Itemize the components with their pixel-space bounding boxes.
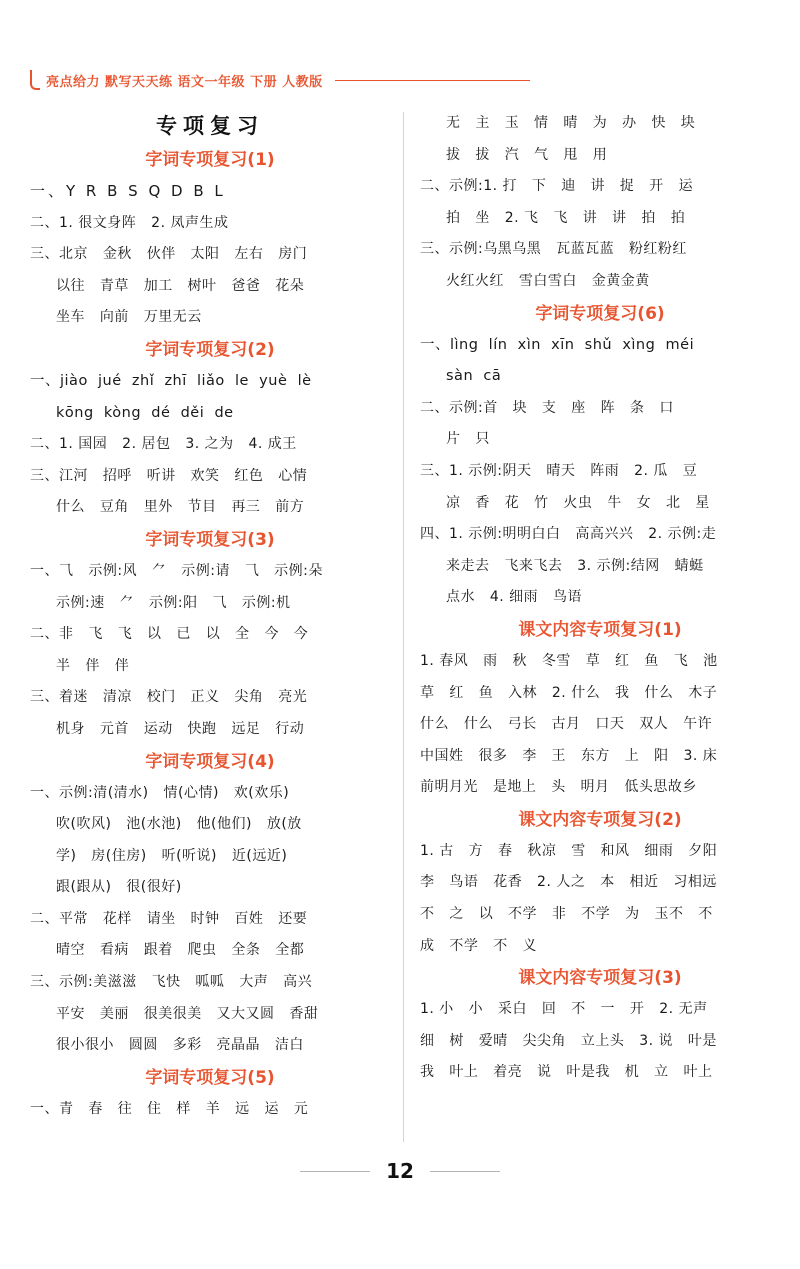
answer-line: 二、示例:1. 打 下 迪 讲 捉 开 运 [420, 178, 694, 195]
answer-line: 一、lìng lín xìn xīn shǔ xìng méi [420, 336, 695, 353]
answer-line: 拔 拔 汽 气 甩 用 [446, 146, 608, 163]
answer-line: 不 之 以 不学 非 不学 为 玉不 不 [420, 906, 713, 923]
answer-line: 三、着迷 清凉 校门 正义 尖角 亮光 [30, 689, 308, 706]
answer-line: 一、jiào jué zhǐ zhī liǎo le yuè lè [30, 372, 312, 389]
right-column [420, 108, 780, 1089]
answer-line: 示例:速 ⺈ 示例:阳 ⺄ 示例:机 [56, 594, 291, 611]
answer-line: 四、1. 示例:明明白白 高高兴兴 2. 示例:走 [420, 526, 717, 543]
series-header [30, 66, 530, 94]
answer-line: 三、江河 招呼 听讲 欢笑 红色 心情 [30, 467, 308, 484]
column-divider [403, 112, 404, 1142]
answer-line: 一、示例:清(清水) 情(心情) 欢(欢乐) [30, 784, 290, 801]
page-footer [0, 1156, 800, 1186]
answer-line: 二、平常 花样 请坐 时钟 百姓 还要 [30, 910, 308, 927]
answer-line: 很小很小 圆圆 多彩 亮晶晶 洁白 [56, 1037, 304, 1054]
footer-rule-left [300, 1171, 370, 1172]
answer-line: 吹(吹风) 池(水池) 他(他们) 放(放 [56, 816, 302, 833]
answer-line: 1. 春风 雨 秋 冬雪 草 红 鱼 飞 池 [420, 652, 718, 669]
section-heading: 课文内容专项复习(3) [518, 968, 682, 989]
answer-line: 无 主 玉 情 晴 为 办 快 块 [446, 115, 696, 131]
answer-line: 坐车 向前 万里无云 [56, 309, 202, 326]
answer-line: 三、示例:美滋滋 飞快 呱呱 大声 高兴 [30, 974, 313, 991]
section-heading: 字词专项复习(3) [145, 529, 275, 550]
answer-line: 三、北京 金秋 伙伴 太阳 左右 房门 [30, 246, 308, 263]
answer-line: 李 鸟语 花香 2. 人之 本 相近 习相远 [420, 874, 717, 891]
bracket-icon [30, 70, 40, 90]
footer-rule-right [430, 1171, 500, 1172]
answer-line: 学) 房(住房) 听(听说) 近(远近) [56, 847, 288, 864]
answer-line: 一、青 春 往 住 样 羊 远 运 元 [30, 1100, 309, 1117]
answer-line: 火红火红 雪白雪白 金黄金黄 [446, 272, 650, 289]
left-column [30, 108, 390, 1125]
answer-line: 一、Y R B S Q D B L [30, 182, 226, 200]
answer-line: 二、示例:首 块 支 座 阵 条 口 [420, 399, 674, 416]
answer-line: 点水 4. 细雨 鸟语 [446, 589, 583, 606]
answer-line: 跟(跟从) 很(很好) [56, 879, 182, 896]
header-rule [335, 80, 530, 81]
answer-line: kōng kòng dé děi de [56, 404, 234, 421]
answer-line: 二、非 飞 飞 以 已 以 全 今 今 [30, 626, 309, 643]
answer-line: 成 不学 不 义 [420, 937, 538, 954]
section-heading: 课文内容专项复习(2) [518, 809, 682, 830]
answer-line: 细 树 爱晴 尖尖角 立上头 3. 说 叶是 [420, 1032, 717, 1049]
section-heading: 课文内容专项复习(1) [518, 619, 682, 640]
answer-line: 来走去 飞来飞去 3. 示例:结网 蜻蜓 [446, 557, 704, 574]
answer-line: 凉 香 花 竹 火虫 牛 女 北 星 [446, 494, 710, 511]
answer-line: 什么 豆角 里外 节目 再三 前方 [56, 499, 305, 516]
answer-line: 拍 坐 2. 飞 飞 讲 讲 拍 拍 [446, 209, 686, 226]
page-title: 专项复习 [156, 113, 264, 138]
answer-line: 片 只 [446, 431, 490, 448]
answer-line: 平安 美丽 很美很美 又大又圆 香甜 [56, 1005, 319, 1022]
section-heading: 字词专项复习(2) [145, 339, 275, 360]
answer-line: 前明月光 是地上 头 明月 低头思故乡 [420, 779, 697, 796]
page-number: 12 [386, 1159, 414, 1183]
answer-line: 中国姓 很多 李 王 东方 上 阳 3. 床 [420, 747, 718, 764]
section-heading: 字词专项复习(6) [535, 303, 665, 324]
answer-line: 1. 小 小 采白 回 不 一 开 2. 无声 [420, 1001, 708, 1018]
answer-line: 草 红 鱼 入林 2. 什么 我 什么 木子 [420, 684, 718, 701]
answer-line: 我 叶上 着亮 说 叶是我 机 立 叶上 [420, 1064, 713, 1081]
answer-line: 二、1. 国园 2. 居包 3. 之为 4. 成王 [30, 436, 297, 453]
answer-line: 三、示例:乌黑乌黑 瓦蓝瓦蓝 粉红粉红 [420, 241, 687, 258]
answer-line: 什么 什么 弓长 古月 口天 双人 午许 [420, 716, 713, 733]
answer-line: 半 伴 伴 [56, 657, 130, 674]
answer-line: 机身 元首 运动 快跑 远足 行动 [56, 720, 305, 737]
section-heading: 字词专项复习(5) [145, 1067, 275, 1088]
section-heading: 字词专项复习(1) [145, 150, 275, 170]
series-title: 亮点给力 默写天天练 语文一年级 下册 人教版 [46, 74, 323, 90]
answer-line: 1. 古 方 春 秋凉 雪 和风 细雨 夕阳 [420, 842, 718, 859]
answer-line: sàn cā [446, 368, 502, 385]
section-heading: 字词专项复习(4) [145, 751, 275, 772]
answer-line: 一、⺄ 示例:风 ⺈ 示例:请 ⺄ 示例:朵 [30, 562, 323, 579]
answer-line: 三、1. 示例:阴天 晴天 阵雨 2. 瓜 豆 [420, 462, 698, 479]
answer-line: 以往 青草 加工 树叶 爸爸 花朵 [56, 277, 305, 294]
answer-line: 二、1. 很文身阵 2. 凤声生成 [30, 214, 229, 231]
answer-line: 晴空 看病 跟着 爬虫 全条 全都 [56, 942, 305, 959]
